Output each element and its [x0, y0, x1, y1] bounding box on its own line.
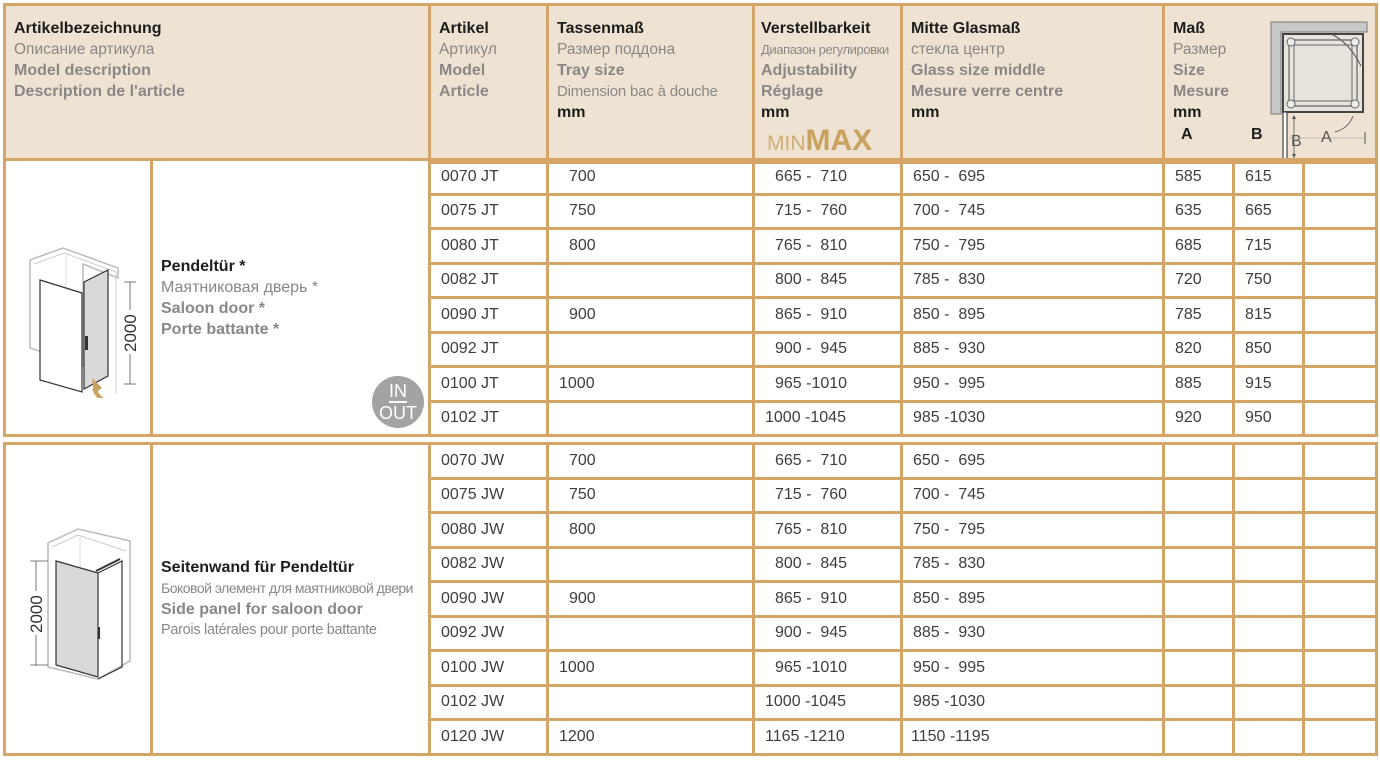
- header-tray: [548, 5, 754, 163]
- empty-cell: [1304, 160, 1377, 195]
- header-glass: [902, 5, 1164, 163]
- size-b-cell: [1234, 685, 1304, 720]
- side-panel-illustration-icon: [8, 489, 148, 709]
- article-cell: 0102 JT: [430, 401, 548, 436]
- empty-cell: [1304, 513, 1377, 548]
- size-b-cell: [1234, 547, 1304, 582]
- adjustability-cell: 1000 -1045: [754, 685, 902, 720]
- size-a-cell: [1164, 582, 1234, 617]
- empty-cell: [1304, 547, 1377, 582]
- tray-cell: 750: [548, 478, 754, 513]
- side-panel-image: [5, 444, 152, 755]
- glass-cell: 885 - 930: [902, 616, 1164, 651]
- in-out-badge-icon: IN OUT: [372, 376, 424, 428]
- article-cell: 0080 JT: [430, 229, 548, 264]
- article-cell: 0075 JT: [430, 194, 548, 229]
- size-b-cell: 665: [1234, 194, 1304, 229]
- empty-cell: [1304, 263, 1377, 298]
- article-cell: 0120 JW: [430, 720, 548, 755]
- empty-cell: [1304, 478, 1377, 513]
- glass-cell: 1150 -1195: [902, 720, 1164, 755]
- adjustability-cell: 1165 -1210: [754, 720, 902, 755]
- shower-tray-plan-diagram-icon: [1269, 20, 1369, 160]
- size-b-cell: 750: [1234, 263, 1304, 298]
- article-cell: 0100 JW: [430, 651, 548, 686]
- section-saloon-door: [3, 158, 1378, 437]
- size-a-cell: [1164, 444, 1234, 479]
- section1-name-fr: Porte battante *: [161, 320, 280, 338]
- size-a-cell: [1164, 478, 1234, 513]
- section1-name-ru: Маятниковая дверь *: [161, 278, 319, 296]
- article-cell: 0070 JT: [430, 160, 548, 195]
- header-tray-ru: Размер поддона: [557, 41, 676, 58]
- article-cell: 0082 JW: [430, 547, 548, 582]
- header-article-ru: Артикул: [439, 41, 497, 58]
- adjustability-cell: 765 - 810: [754, 513, 902, 548]
- header-glass-de: Mitte Glasmaß: [911, 20, 1021, 37]
- glass-cell: 750 - 795: [902, 513, 1164, 548]
- empty-cell: [1304, 401, 1377, 436]
- header-adjustability-en: Adjustability: [761, 62, 858, 79]
- article-cell: 0082 JT: [430, 263, 548, 298]
- tray-cell: 1000: [548, 651, 754, 686]
- glass-cell: 700 - 745: [902, 194, 1164, 229]
- tray-cell: 800: [548, 229, 754, 264]
- adjustability-cell: 965 -1010: [754, 651, 902, 686]
- empty-cell: [1304, 444, 1377, 479]
- tray-cell: 800: [548, 513, 754, 548]
- spec-table-header: [3, 3, 1378, 164]
- size-col-a-label: A: [1181, 126, 1193, 143]
- size-b-cell: [1234, 720, 1304, 755]
- tray-cell: 1200: [548, 720, 754, 755]
- svg-text:2000: 2000: [121, 313, 140, 352]
- adjustability-cell: 900 - 945: [754, 332, 902, 367]
- size-a-cell: 885: [1164, 367, 1234, 402]
- header-description: [5, 5, 430, 163]
- article-cell: 0075 JW: [430, 478, 548, 513]
- header-article-en: Model: [439, 62, 486, 79]
- adjustability-cell: 1000 -1045: [754, 401, 902, 436]
- header-article: [430, 5, 548, 163]
- glass-cell: 850 - 895: [902, 298, 1164, 333]
- glass-cell: 985 -1030: [902, 401, 1164, 436]
- tray-cell: [548, 401, 754, 436]
- header-adjustability: [754, 5, 902, 163]
- size-b-cell: [1234, 651, 1304, 686]
- size-a-cell: 585: [1164, 160, 1234, 195]
- tray-cell: 700: [548, 444, 754, 479]
- tray-cell: 700: [548, 160, 754, 195]
- section2-name-ru: Боковой элемент для маятниковой двери: [161, 579, 414, 596]
- header-size-de: Maß: [1173, 20, 1205, 37]
- size-a-cell: [1164, 616, 1234, 651]
- article-cell: 0092 JW: [430, 616, 548, 651]
- tray-cell: 1000: [548, 367, 754, 402]
- size-b-cell: 615: [1234, 160, 1304, 195]
- section2-name-fr: Parois latérales pour porte battante: [161, 621, 377, 638]
- tray-cell: [548, 616, 754, 651]
- article-cell: 0080 JW: [430, 513, 548, 548]
- header-adjustability-de: Verstellbarkeit: [761, 20, 871, 37]
- saloon-door-description: [152, 160, 430, 436]
- adjustability-cell: 800 - 845: [754, 263, 902, 298]
- size-a-cell: [1164, 651, 1234, 686]
- empty-cell: [1304, 720, 1377, 755]
- header-size-unit: mm: [1173, 104, 1202, 121]
- adjustability-cell: 865 - 910: [754, 582, 902, 617]
- empty-cell: [1304, 685, 1377, 720]
- article-cell: 0090 JW: [430, 582, 548, 617]
- header-tray-fr: Dimension bac à douche: [557, 83, 718, 100]
- glass-cell: 650 - 695: [902, 160, 1164, 195]
- glass-cell: 785 - 830: [902, 547, 1164, 582]
- size-b-cell: [1234, 444, 1304, 479]
- empty-cell: [1304, 582, 1377, 617]
- tray-cell: [548, 332, 754, 367]
- saloon-door-illustration-icon: [8, 198, 148, 398]
- adjustability-cell: 665 - 710: [754, 160, 902, 195]
- max-label: MAX: [805, 124, 873, 157]
- size-b-cell: [1234, 513, 1304, 548]
- header-size: [1164, 5, 1377, 163]
- header-size-fr: Mesure: [1173, 83, 1230, 100]
- header-article-fr: Article: [439, 83, 489, 100]
- size-a-cell: 920: [1164, 401, 1234, 436]
- size-b-cell: [1234, 582, 1304, 617]
- header-description-de: Artikelbezeichnung: [14, 20, 162, 37]
- empty-cell: [1304, 616, 1377, 651]
- side-panel-description: [152, 444, 430, 755]
- adjustability-cell: 800 - 845: [754, 547, 902, 582]
- size-b-cell: 950: [1234, 401, 1304, 436]
- header-adjustability-unit: mm: [761, 104, 790, 121]
- header-description-ru: Описание артикула: [14, 41, 155, 58]
- size-b-cell: 715: [1234, 229, 1304, 264]
- saloon-door-image: [5, 160, 152, 436]
- glass-cell: 750 - 795: [902, 229, 1164, 264]
- header-description-en: Model description: [14, 62, 151, 79]
- size-a-cell: [1164, 720, 1234, 755]
- header-adjustability-fr: Réglage: [761, 83, 824, 100]
- size-a-cell: 785: [1164, 298, 1234, 333]
- header-tray-de: Tassenmaß: [557, 20, 644, 37]
- glass-cell: 850 - 895: [902, 582, 1164, 617]
- section1-name-de: Pendeltür *: [161, 257, 246, 275]
- min-label: MIN: [767, 132, 806, 155]
- empty-cell: [1304, 229, 1377, 264]
- size-a-cell: 685: [1164, 229, 1234, 264]
- tray-cell: 900: [548, 582, 754, 617]
- header-glass-en: Glass size middle: [911, 62, 1046, 79]
- size-a-cell: 820: [1164, 332, 1234, 367]
- tray-cell: 900: [548, 298, 754, 333]
- header-adjustability-ru: Диапазон регулировки: [761, 42, 889, 57]
- adjustability-cell: 900 - 945: [754, 616, 902, 651]
- header-description-fr: Description de l'article: [14, 83, 185, 100]
- tray-cell: [548, 547, 754, 582]
- header-glass-ru: стекла центр: [911, 41, 1005, 58]
- size-a-cell: [1164, 547, 1234, 582]
- size-a-cell: [1164, 685, 1234, 720]
- size-a-cell: 635: [1164, 194, 1234, 229]
- table-row: [5, 160, 1377, 195]
- article-cell: 0070 JW: [430, 444, 548, 479]
- article-cell: 0092 JT: [430, 332, 548, 367]
- header-tray-en: Tray size: [557, 62, 625, 79]
- article-cell: 0100 JT: [430, 367, 548, 402]
- size-col-b-label: B: [1251, 126, 1263, 143]
- adjustability-cell: 965 -1010: [754, 367, 902, 402]
- size-b-cell: [1234, 478, 1304, 513]
- table-row: [5, 444, 1377, 479]
- glass-cell: 985 -1030: [902, 685, 1164, 720]
- svg-text:B: B: [1291, 133, 1302, 150]
- section1-name-en: Saloon door *: [161, 299, 265, 317]
- tray-cell: [548, 263, 754, 298]
- empty-cell: [1304, 367, 1377, 402]
- empty-cell: [1304, 194, 1377, 229]
- size-b-cell: 915: [1234, 367, 1304, 402]
- glass-cell: 700 - 745: [902, 478, 1164, 513]
- tray-cell: [548, 685, 754, 720]
- article-cell: 0090 JT: [430, 298, 548, 333]
- header-glass-fr: Mesure verre centre: [911, 83, 1064, 100]
- header-size-ru: Размер: [1173, 41, 1227, 58]
- section-side-panel: [3, 442, 1378, 756]
- header-article-de: Artikel: [439, 20, 489, 37]
- adjustability-cell: 765 - 810: [754, 229, 902, 264]
- glass-cell: 950 - 995: [902, 651, 1164, 686]
- header-glass-unit: mm: [911, 104, 940, 121]
- svg-text:A: A: [1321, 129, 1332, 146]
- empty-cell: [1304, 332, 1377, 367]
- size-b-cell: [1234, 616, 1304, 651]
- header-size-en: Size: [1173, 62, 1206, 79]
- glass-cell: 785 - 830: [902, 263, 1164, 298]
- svg-text:2000: 2000: [27, 594, 46, 633]
- adjustability-cell: 715 - 760: [754, 194, 902, 229]
- section2-name-en: Side panel for saloon door: [161, 600, 363, 618]
- tray-cell: 750: [548, 194, 754, 229]
- header-tray-unit: mm: [557, 104, 586, 121]
- glass-cell: 885 - 930: [902, 332, 1164, 367]
- empty-cell: [1304, 298, 1377, 333]
- section2-name-de: Seitenwand für Pendeltür: [161, 558, 354, 576]
- size-a-cell: 720: [1164, 263, 1234, 298]
- size-a-cell: [1164, 513, 1234, 548]
- empty-cell: [1304, 651, 1377, 686]
- glass-cell: 650 - 695: [902, 444, 1164, 479]
- size-b-cell: 850: [1234, 332, 1304, 367]
- adjustability-cell: 665 - 710: [754, 444, 902, 479]
- adjustability-cell: 865 - 910: [754, 298, 902, 333]
- adjustability-cell: 715 - 760: [754, 478, 902, 513]
- article-cell: 0102 JW: [430, 685, 548, 720]
- minmax-logo: [761, 124, 898, 157]
- glass-cell: 950 - 995: [902, 367, 1164, 402]
- size-b-cell: 815: [1234, 298, 1304, 333]
